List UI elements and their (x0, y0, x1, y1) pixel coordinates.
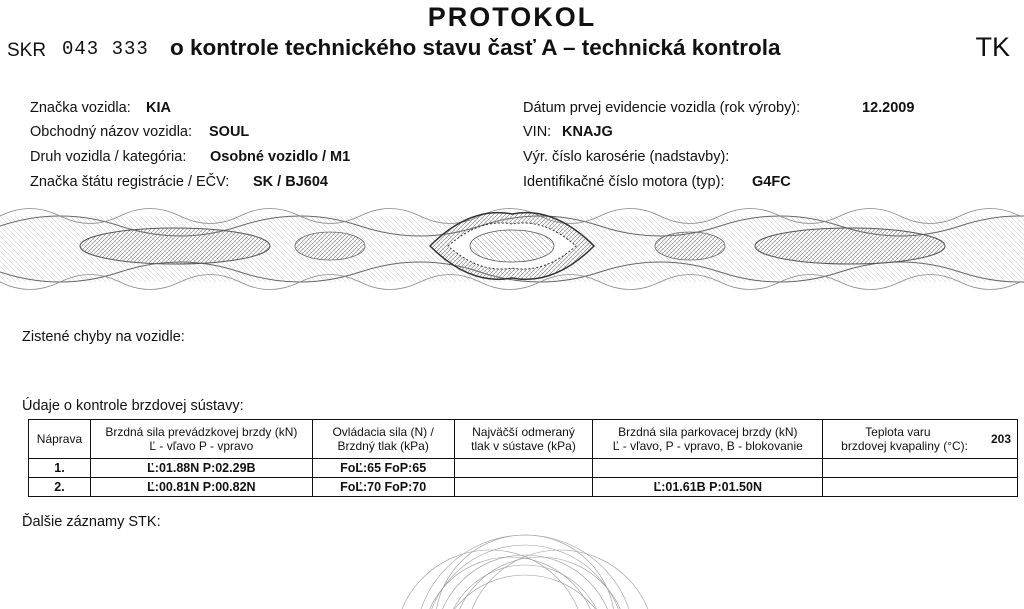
make-label: Značka vozidla: (30, 100, 131, 116)
service-brake-cell: Ľ:00.81N P:00.82N (90, 478, 312, 497)
brake-table-header (29, 420, 1018, 459)
header-temperature (823, 420, 1018, 459)
engine-number-label: Identifikačné číslo motora (typ): (523, 174, 725, 190)
header-service-brake (90, 420, 312, 459)
defects-label: Zistené chyby na vozidle: (22, 329, 185, 345)
series-prefix: SKR (7, 40, 47, 61)
guilloche-security-band (0, 196, 1024, 302)
header-parking-brake (593, 420, 823, 459)
registration-value: SK / BJ604 (253, 174, 328, 190)
header-control-force-line1: Ovládacia sila (N) / (332, 425, 434, 439)
engine-number-value: G4FC (752, 174, 791, 190)
vin-label: VIN: (523, 124, 552, 140)
header-control-force-line2: Brzdný tlak (kPa) (337, 439, 429, 453)
trade-name-label: Obchodný názov vozidla: (30, 124, 193, 140)
max-pressure-cell (454, 459, 593, 478)
first-registration-label: Dátum prvej evidencie vozidla (rok výroby): (523, 100, 801, 116)
temperature-cell (823, 478, 1018, 497)
header-temperature-line1: Teplota varu (865, 425, 931, 439)
body-number-label: Výr. číslo karosérie (nadstavby): (523, 149, 730, 165)
header-max-pressure-line2: tlak v sústave (kPa) (471, 439, 576, 453)
temperature-cell (823, 459, 1018, 478)
brake-fluid-temperature-value: 203 (990, 432, 1011, 446)
axle-cell: 2. (29, 478, 91, 497)
control-force-cell: FoĽ:65 FoP:65 (312, 459, 454, 478)
table-row (29, 459, 1018, 478)
header-control-force (312, 420, 454, 459)
trade-name-value: SOUL (209, 124, 250, 140)
document-title: PROTOKOL (427, 2, 597, 32)
header-service-brake-line1: Brzdná sila prevádzkovej brzdy (kN) (105, 425, 298, 439)
make-value: KIA (146, 100, 171, 116)
header-max-pressure-line1: Najväčší odmeraný (472, 425, 575, 439)
serial-number: 043 333 (62, 38, 149, 60)
document-subtitle: o kontrole technického stavu časť A – technická kontrola (170, 35, 781, 60)
rosette-watermark (390, 525, 660, 609)
header-service-brake-line2: Ľ - vľavo P - vpravo (149, 439, 254, 453)
parking-brake-cell: Ľ:01.61B P:01.50N (593, 478, 823, 497)
header-parking-brake-line2: Ľ - vľavo, P - vpravo, B - blokovanie (612, 439, 803, 453)
header-max-pressure (454, 420, 593, 459)
parking-brake-cell (593, 459, 823, 478)
brake-section-label: Údaje o kontrole brzdovej sústavy: (22, 398, 244, 414)
header-axle: Náprava (29, 420, 91, 459)
table-row (29, 478, 1018, 497)
header-temperature-line2: brzdovej kvapaliny (°C): (841, 439, 969, 453)
header-parking-brake-line1: Brzdná sila parkovacej brzdy (kN) (618, 425, 798, 439)
service-brake-cell: Ľ:01.88N P:02.29B (90, 459, 312, 478)
control-force-cell: FoĽ:70 FoP:70 (312, 478, 454, 497)
first-registration-value: 12.2009 (862, 100, 915, 116)
vin-value: KNAJG (562, 124, 613, 140)
brake-table (28, 419, 1018, 497)
vehicle-type-label: Druh vozidla / kategória: (30, 149, 187, 165)
max-pressure-cell (454, 478, 593, 497)
tk-mark: TK (975, 32, 1010, 62)
registration-label: Značka štátu registrácie / EČV: (30, 174, 230, 190)
stk-records-label: Ďalšie záznamy STK: (22, 514, 161, 530)
axle-cell: 1. (29, 459, 91, 478)
vehicle-type-value: Osobné vozidlo / M1 (210, 149, 351, 165)
